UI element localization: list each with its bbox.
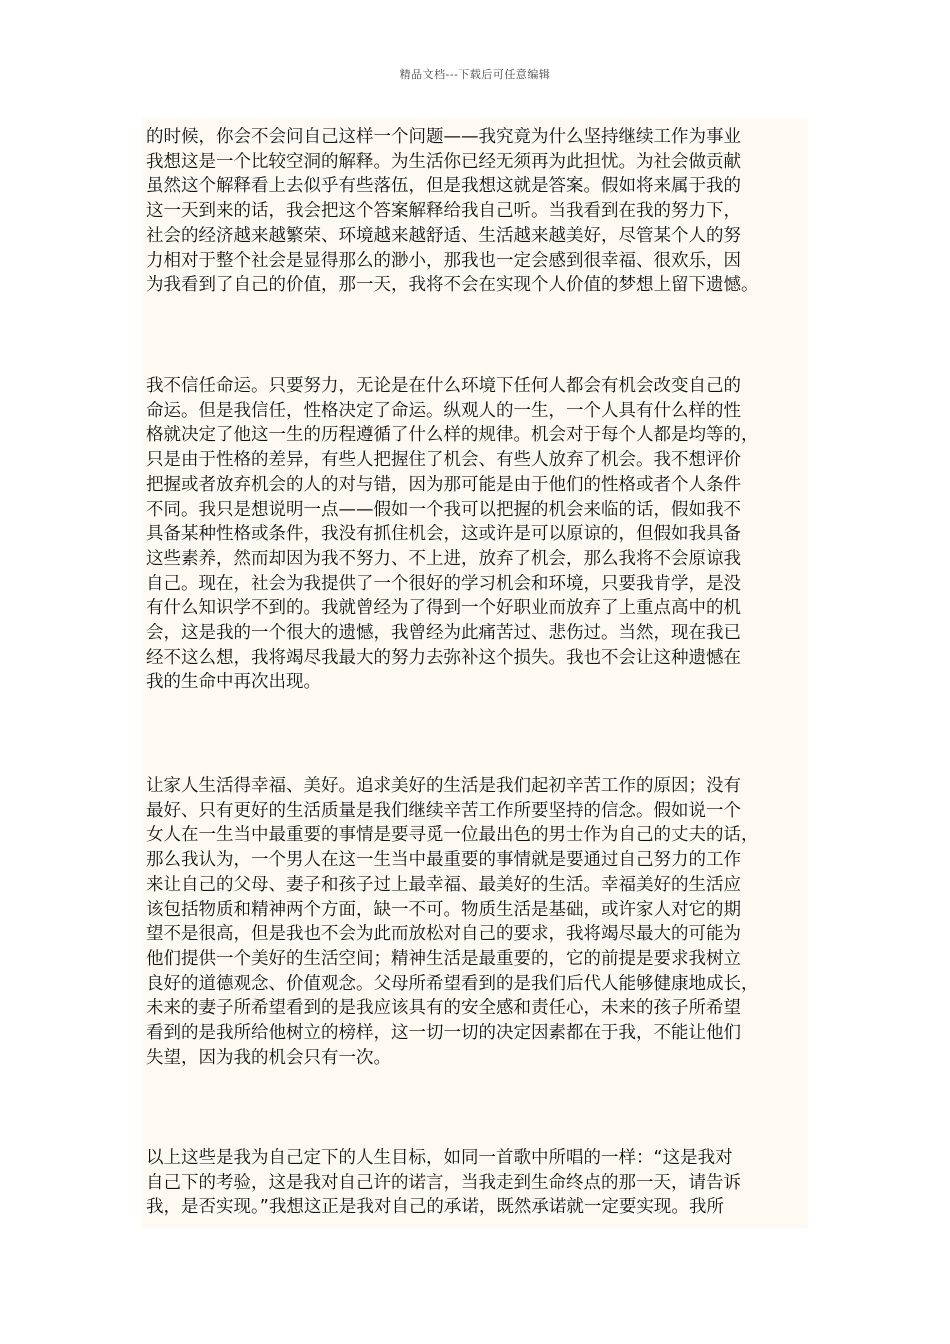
page-header: 精品文档---下载后可任意编辑 [399,68,551,81]
paragraph-1: 的时候，你会不会问自己这样一个问题——我究竟为什么坚持继续工作为事业 我想这是一个比较空洞的解释。为生活你已经无须再为此担忧。为社会做贡献 虽然这个解释看上去似乎有些落伍，但是我想这就是答案。假如将来属于我的 这一天到来的话，我会把这个答案解释给我自己听。当我看到在我的努力下， 社会的经济越来越繁荣、环境越来越舒适、生活越来越美好，尽管某个人的努 力相对于整个社会是显得那么的渺小，那我也一定会感到很幸福、很欢乐，因 为我看到了自己的价值，那一天，我将不会在实现个人价值的梦想上留下遗憾。 [146,127,759,296]
paragraph-4: 以上这些是我为自己定下的人生目标，如同一首歌中所唱的一样：“这是我对 自己下的考验，这是我对自己许的诺言，当我走到生命终点的那一天，请告诉 我，是否实现。”我想这正是我对自己的承诺，既然承诺就一定要实现。我所 [146,1148,741,1218]
paragraph-2: 我不信任命运。只要努力，无论是在什么环境下任何人都会有机会改变自己的 命运。但是我信任，性格决定了命运。纵观人的一生，一个人具有什么样的性 格就决定了他这一生的历程遵循了什么样的规律。机会对于每个人都是均等的， 只是由于性格的差异，有些人把握住了机会、有些人放弃了机会。我不想评价 把握或者放弃机会的人的对与错，因为那可能是由于他们的性格或者个人条件 不同。我只是想说明一点——假如一个我可以把握的机会来临的话，假如我不 具备某种性格或条件，我没有抓住机会，这或许是可以原谅的，但假如我具备 这些素养，然而却因为我不努力、不上进，放弃了机会，那么我将不会原谅我 自己。现在，社会为我提供了一个很好的学习机会和环境，只要我肯学，是没 有什么知识学不到的。我就曾经为了得到一个好职业而放弃了上重点高中的机 会，这是我的一个很大的遗憾，我曾经为此痛苦过、悲伤过。当然，现在我已 经不这么想，我将竭尽我最大的努力去弥补这个损失。我也不会让这种遗憾在 我的生命中再次出现。 [146,376,759,693]
paragraph-3: 让家人生活得幸福、美好。追求美好的生活是我们起初辛苦工作的原因；没有 最好、只有更好的生活质量是我们继续辛苦工作所要坚持的信念。假如说一个 女人在一生当中最重要的事情是要寻觅一位最出色的男士作为自己的丈夫的话， 那么我认为，一个男人在这一生当中最重要的事情就是要通过自己努力的工作 来让自己的父母、妻子和孩子过上最幸福、最美好的生活。幸福美好的生活应 该包括物质和精神两个方面，缺一不可。物质生活是基础，或许家人对它的期 望不是很高，但是我也不会为此而放松对自己的要求，我将竭尽最大的可能为 他们提供一个美好的生活空间；精神生活是最重要的，它的前提是要求我树立 良好的道德观念、价值观念。父母所希望看到的是我们后代人能够健康地成长， 未来的妻子所希望看到的是我应该具有的安全感和责任心，未来的孩子所希望 看到的是我所给他树立的榜样，这一切一切的决定因素都在于我，不能让他们 失望，因为我的机会只有一次。 [146,776,759,1068]
